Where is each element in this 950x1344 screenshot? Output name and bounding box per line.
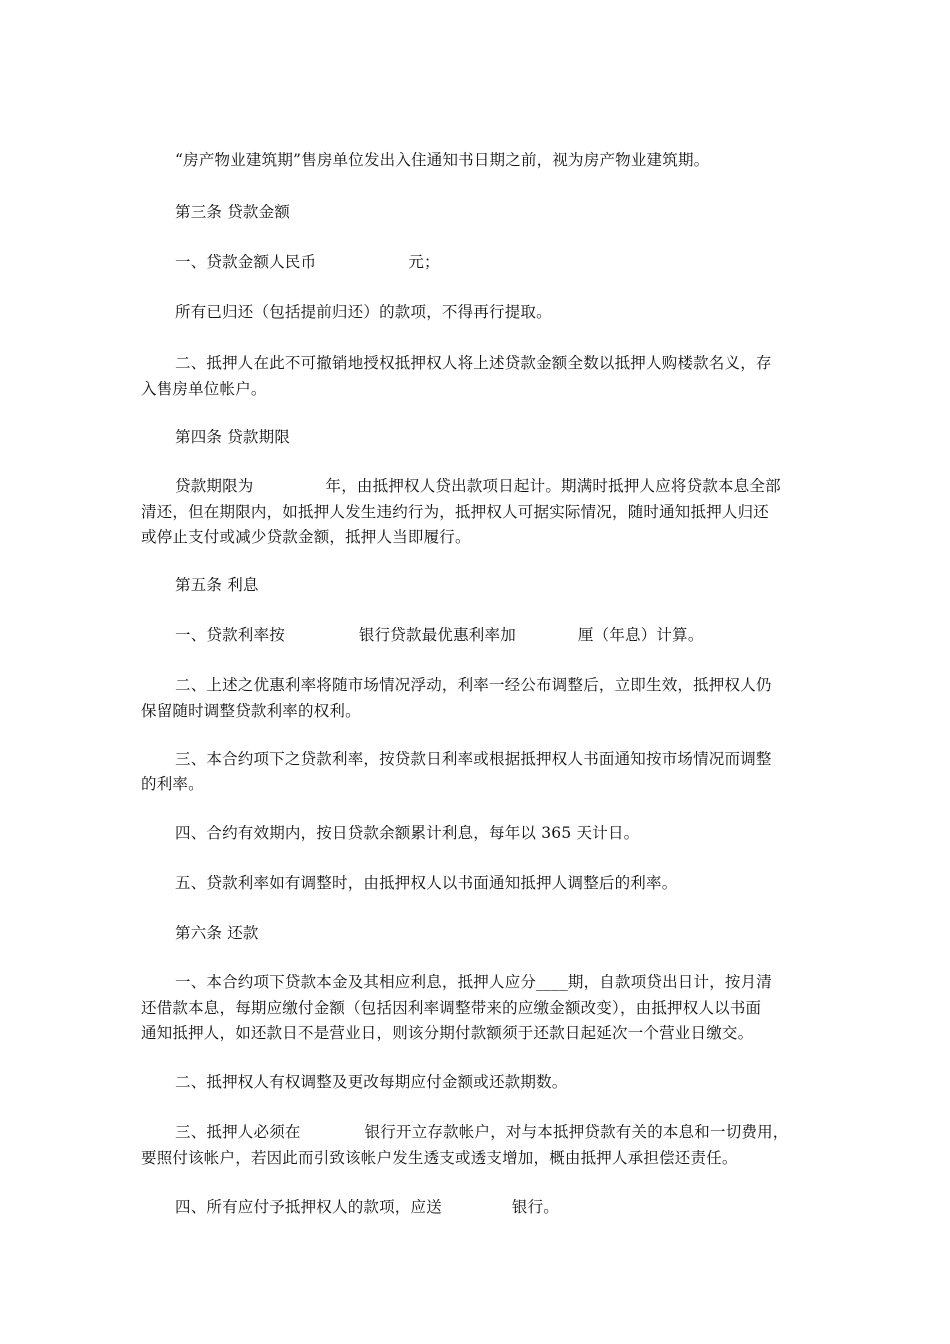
article-4-line-3 xyxy=(141,524,813,550)
heading-text: 第五条 利息 xyxy=(175,576,259,594)
clause-text: 年，由抵押权人贷出款项日起计。期满时抵押人应将贷款本息全部 xyxy=(325,477,781,495)
article-6-clause-1-line-2 xyxy=(141,995,813,1021)
clause-text: 厘（年息）计算。 xyxy=(577,626,704,644)
article-3-note xyxy=(141,299,813,325)
article-5-clause-4 xyxy=(141,820,813,846)
clause-text: 二、上述之优惠利率将随市场情况浮动，利率一经公布调整后，立即生效，抵押权人仍 xyxy=(175,676,772,694)
heading-text: 第四条 贷款期限 xyxy=(175,428,291,446)
clause-text: 或停止支付或减少贷款金额，抵押人当即履行。 xyxy=(141,528,471,546)
paragraph-text: “房产物业建筑期”售房单位发出入住通知书日期之前，视为房产物业建筑期。 xyxy=(175,151,710,169)
clause-text: 一、本合约项下贷款本金及其相应利息，抵押人应分____期，自款项贷出日计，按月清 xyxy=(175,973,773,991)
clause-text: 二、抵押权人有权调整及更改每期应付金额或还款期数。 xyxy=(175,1073,568,1091)
article-3-clause-2-line-2 xyxy=(141,376,813,402)
clause-text: 二、抵押人在此不可撤销地授权抵押权人将上述贷款金额全数以抵押人购楼款名义，存 xyxy=(175,354,772,372)
heading-text: 第六条 还款 xyxy=(175,924,259,942)
clause-text: 清还，但在期限内，如抵押人发生违约行为，抵押权人可据实际情况，随时通知抵押人归还 xyxy=(141,503,770,521)
article-6-clause-3-line-2 xyxy=(141,1145,813,1171)
clause-text: 一、贷款利率按 xyxy=(175,626,285,644)
article-6-clause-1-line-3 xyxy=(141,1020,813,1046)
clause-text: 还借款本息，每期应缴付金额（包括因利率调整带来的应缴金额改变），由抵押权人以书面 xyxy=(141,999,762,1017)
clause-text: 元； xyxy=(408,253,440,271)
article-4-line-2 xyxy=(141,499,813,525)
article-4-line-1 xyxy=(141,473,813,499)
clause-text: 三、本合约项下之贷款利率，按贷款日利率或根据抵押权人书面通知按市场情况而调整 xyxy=(175,750,772,768)
clause-text: 银行开立存款帐户，对与本抵押贷款有关的本息和一切费用， xyxy=(364,1123,789,1141)
article-3-heading xyxy=(141,199,813,225)
clause-text: 入售房单位帐户。 xyxy=(141,380,267,398)
clause-text: 通知抵押人，如还款日不是营业日，则该分期付款额须于还款日起延次一个营业日缴交。 xyxy=(141,1024,754,1042)
article-5-clause-3-line-2 xyxy=(141,771,813,797)
article-5-clause-3-line-1 xyxy=(141,746,813,772)
article-5-clause-2-line-1 xyxy=(141,672,813,698)
clause-text: 所有已归还（包括提前归还）的款项，不得再行提取。 xyxy=(175,303,552,321)
article-5-clause-5 xyxy=(141,870,813,896)
clause-text: 的利率。 xyxy=(141,775,204,793)
clause-text: 三、抵押人必须在 xyxy=(175,1123,301,1141)
clause-text: 四、合约有效期内，按日贷款余额累计利息，每年以 365 天计日。 xyxy=(175,824,640,842)
clause-text: 一、贷款金额人民币 xyxy=(175,253,317,271)
article-6-clause-2 xyxy=(141,1069,813,1095)
article-6-clause-4 xyxy=(141,1194,813,1220)
article-3-clause-1 xyxy=(141,249,813,275)
clause-text: 贷款期限为 xyxy=(175,477,254,495)
clause-text: 四、所有应付予抵押权人的款项，应送 xyxy=(175,1198,442,1216)
article-6-clause-1-line-1 xyxy=(141,969,813,995)
heading-text: 第三条 贷款金额 xyxy=(175,203,291,221)
article-5-clause-1 xyxy=(141,622,813,648)
article-3-clause-2-line-1 xyxy=(141,350,813,376)
article-4-heading xyxy=(141,424,813,450)
clause-text: 五、贷款利率如有调整时，由抵押权人以书面通知抵押人调整后的利率。 xyxy=(175,874,678,892)
clause-text: 银行。 xyxy=(511,1198,560,1216)
article-6-heading xyxy=(141,920,813,946)
article-6-clause-3-line-1 xyxy=(141,1119,813,1145)
clause-text: 要照付该帐户，若因此而引致该帐户发生透支或透支增加，概由抵押人承担偿还责任。 xyxy=(141,1149,738,1167)
article-5-clause-2-line-2 xyxy=(141,698,813,724)
clause-text: 银行贷款最优惠利率加 xyxy=(358,626,516,644)
article-5-heading xyxy=(141,572,813,598)
paragraph-construction-period xyxy=(141,147,813,173)
clause-text: 保留随时调整贷款利率的权利。 xyxy=(141,702,361,720)
